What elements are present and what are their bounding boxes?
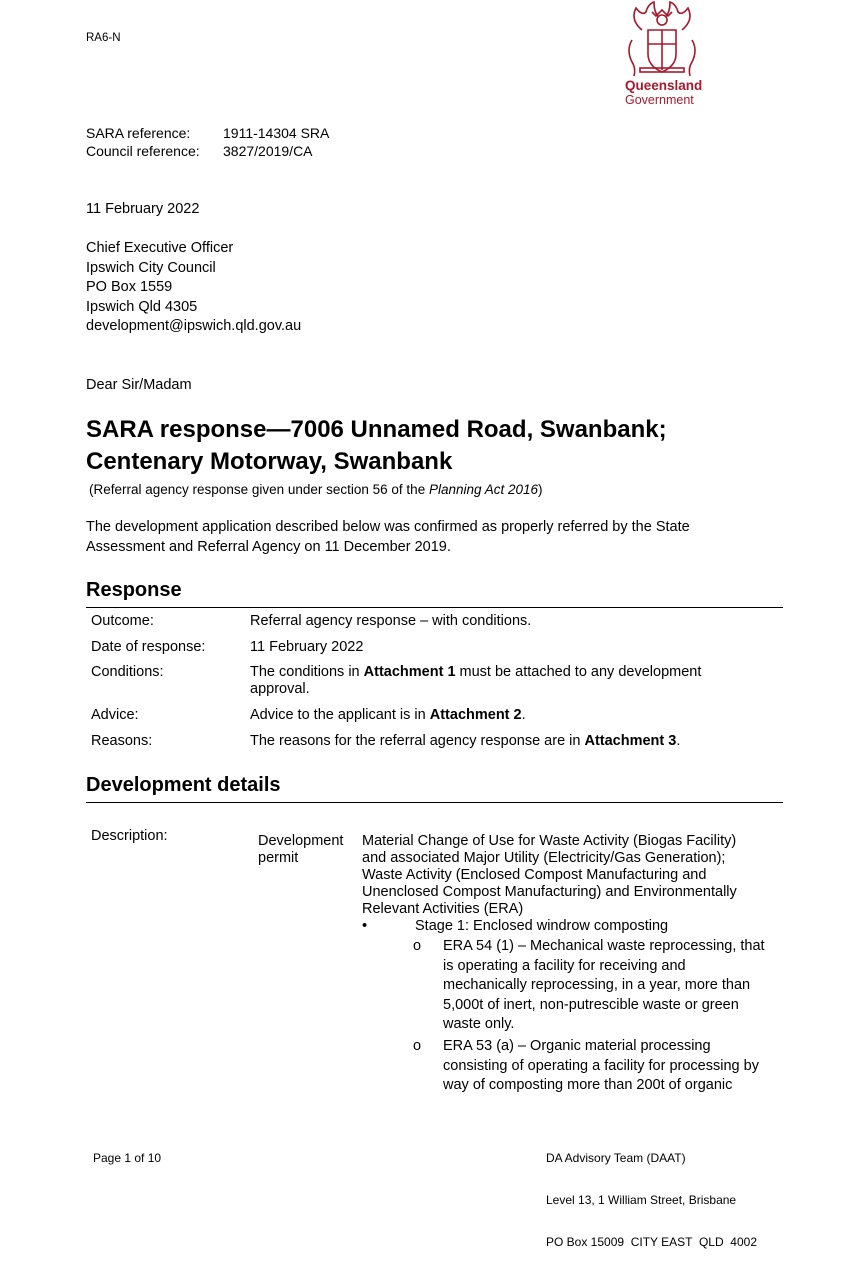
- council-reference-value: 3827/2019/CA: [223, 143, 313, 159]
- sub-bullet-marker: o: [413, 938, 422, 954]
- logo-wordmark-line2: Government: [625, 93, 694, 107]
- intro-paragraph: [86, 518, 786, 557]
- response-divider: [86, 607, 783, 608]
- date-of-response-value: 11 February 2022: [250, 639, 364, 655]
- subtitle-close: ): [538, 482, 543, 497]
- era-53-item: ERA 53 (a) – Organic material processing consisting of operating a facility for processing by way of composting more than 200t of organic: [443, 1038, 759, 1094]
- sara-reference: [86, 125, 329, 141]
- recipient-address: [86, 239, 301, 337]
- recipient-email: development@ipswich.qld.gov.au: [86, 318, 302, 335]
- title-line-2: Centenary Motorway, Swanbank: [86, 448, 453, 475]
- advice-value: [250, 707, 770, 724]
- recipient-line: Ipswich City Council: [86, 259, 216, 276]
- development-details-heading: Development details: [86, 774, 281, 796]
- footer-address: [546, 1123, 757, 1263]
- recipient-line: Chief Executive Officer: [86, 240, 234, 256]
- conditions-attachment: Attachment 1: [363, 664, 456, 680]
- stage-item: Stage 1: Enclosed windrow composting: [415, 918, 669, 934]
- era-54-item: ERA 54 (1) – Mechanical waste reprocessing, that is operating a facility for receiving and mechanically reprocessing, in a year, more than 5,000t of inert, non-putrescible waste or green waste only.: [443, 938, 765, 1033]
- recipient-line: PO Box 1559: [86, 279, 173, 296]
- conditions-label: Conditions:: [91, 664, 164, 680]
- intro-line: Assessment and Referral Agency on 11 December 2019.: [86, 538, 451, 555]
- sara-reference-label: SARA reference:: [86, 125, 191, 141]
- outcome-label: Outcome:: [91, 613, 154, 629]
- conditions-value: [250, 664, 730, 698]
- advice-label: Advice:: [91, 707, 139, 723]
- form-id: RA6-N: [86, 32, 121, 44]
- page-title: [86, 414, 786, 478]
- recipient-line: Ipswich Qld 4305: [86, 298, 198, 315]
- letter-date: 11 February 2022: [86, 201, 200, 217]
- sub-bullet-marker: o: [413, 1038, 422, 1054]
- sara-reference-value: 1911-14304 SRA: [223, 125, 330, 141]
- description-label: Description:: [91, 828, 168, 844]
- reasons-attachment: Attachment 3: [584, 733, 677, 749]
- logo-wordmark-line1: Queensland: [625, 78, 703, 93]
- advice-attachment: Attachment 2: [429, 707, 522, 723]
- reasons-value: [250, 733, 770, 750]
- development-divider: [86, 802, 783, 803]
- reasons-text: The reasons for the referral agency response are in: [250, 733, 585, 749]
- conditions-text: The conditions in: [250, 664, 364, 680]
- bullet-marker: •: [362, 918, 368, 934]
- footer-address-line: DA Advisory Team (DAAT): [546, 1151, 686, 1165]
- footer-address-line: PO Box 15009 CITY EAST QLD 4002: [546, 1235, 758, 1249]
- reasons-text-end: .: [676, 733, 681, 749]
- response-heading: Response: [86, 579, 182, 601]
- subtitle-act-name: Planning Act 2016: [428, 482, 539, 497]
- development-type: Development permit: [258, 833, 344, 866]
- subtitle: [89, 482, 543, 497]
- conditions-text-end: must be attached to any development approval.: [250, 664, 702, 697]
- council-reference: [86, 143, 313, 159]
- subtitle-text: (Referral agency response given under section 56 of the: [89, 482, 429, 497]
- title-line-1: SARA response—7006 Unnamed Road, Swanbank;: [86, 416, 667, 443]
- date-of-response-label: Date of response:: [91, 639, 206, 655]
- advice-text-end: .: [521, 707, 526, 723]
- advice-text: Advice to the applicant is in: [250, 707, 430, 723]
- council-reference-label: Council reference:: [86, 143, 200, 159]
- footer-address-line: Level 13, 1 William Street, Brisbane: [546, 1193, 737, 1207]
- outcome-value: Referral agency response – with conditions.: [250, 613, 532, 629]
- salutation: Dear Sir/Madam: [86, 377, 192, 393]
- development-description: Material Change of Use for Waste Activity (Biogas Facility) and associated Major Utility (Electricity/Gas Generation); Waste Activity (Enclosed Compost Manufacturing and Unenclosed Compost Manufacturing) and Environmentally Relevant Activities (ERA): [362, 833, 737, 917]
- page-number: Page 1 of 10: [93, 1151, 162, 1165]
- reasons-label: Reasons:: [91, 733, 153, 749]
- intro-line: The development application described below was confirmed as properly referred by the State: [86, 519, 690, 535]
